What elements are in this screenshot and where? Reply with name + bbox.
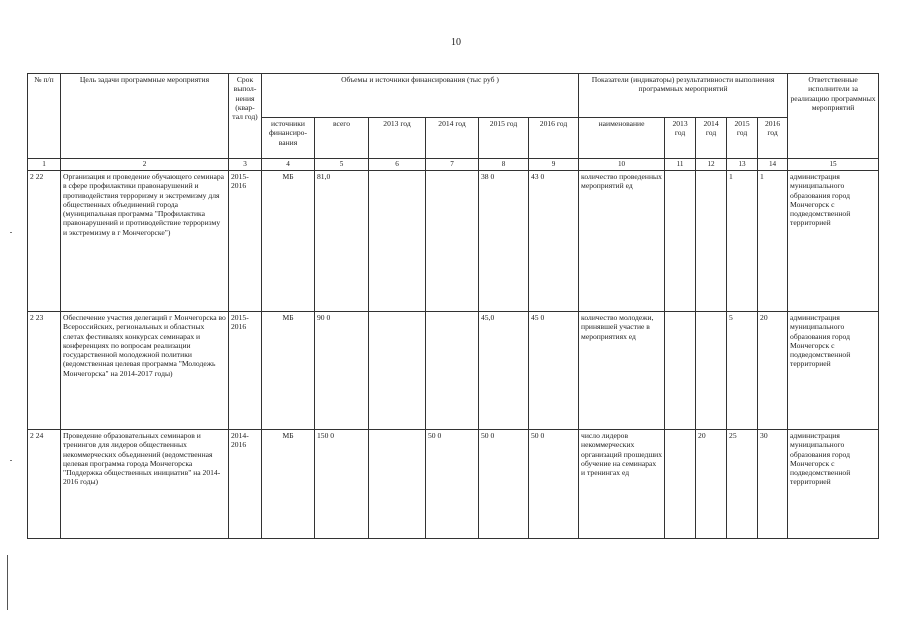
- row-source: МБ: [262, 312, 315, 430]
- col-number: 2: [61, 159, 229, 171]
- header-ind-2014: 2014 год: [696, 118, 727, 159]
- row-goal: Организация и проведение обучающего семинара в сфере профилактики правонарушений и противодействия терроризму и экстремизму для общественных объединений города (муниципальная программа "Профилактика правонарушений и противодействие терроризму и экстремизму в г Мончегорске"): [61, 171, 229, 312]
- row-responsible: администрация муниципального образования город Мончегорск с подведомственной территорией: [788, 171, 879, 312]
- page-number: 10: [451, 37, 461, 48]
- row-total: 81,0: [315, 171, 369, 312]
- row-2015: 50 0: [479, 430, 529, 539]
- col-number: 12: [696, 159, 727, 171]
- col-number: 5: [315, 159, 369, 171]
- row-ind-2015: 1: [727, 171, 758, 312]
- header-responsible: Ответственные исполнители за реализацию программных мероприятий: [788, 74, 879, 159]
- header-2016: 2016 год: [529, 118, 579, 159]
- row-2015: 45,0: [479, 312, 529, 430]
- row-ind-2016: 30: [758, 430, 788, 539]
- header-2013: 2013 год: [369, 118, 426, 159]
- row-2016: 50 0: [529, 430, 579, 539]
- header-term: Срок выпол-нения (квар-тал год): [229, 74, 262, 159]
- header-2014: 2014 год: [426, 118, 479, 159]
- col-number: 8: [479, 159, 529, 171]
- row-2013: [369, 171, 426, 312]
- row-ind-2013: [665, 312, 696, 430]
- col-number: 13: [727, 159, 758, 171]
- row-ind-2016: 1: [758, 171, 788, 312]
- header-sources: источники финансиро-вания: [262, 118, 315, 159]
- column-number-row: [28, 159, 879, 171]
- row-goal: Обеспечение участия делегаций г Мончегорска во Всероссийских, региональных и областных слетах фестивалях конкурсах семинарах и конференциях по вопросам реализации государственной молодежной политики (ведомственная целевая программа "Молодежь Мончегорска" на 2014-2017 годы): [61, 312, 229, 430]
- row-indicator: количество проведенных мероприятий ед: [579, 171, 665, 312]
- row-num: 2 23: [28, 312, 61, 430]
- col-number: 9: [529, 159, 579, 171]
- row-ind-2016: 20: [758, 312, 788, 430]
- row-term: 2014-2016: [229, 430, 262, 539]
- row-ind-2014: [696, 312, 727, 430]
- row-total: 150 0: [315, 430, 369, 539]
- table-row: [28, 430, 879, 539]
- row-num: 2 24: [28, 430, 61, 539]
- table-row: [28, 312, 879, 430]
- row-2013: [369, 312, 426, 430]
- row-2016: 43 0: [529, 171, 579, 312]
- row-goal: Проведение образовательных семинаров и тренингов для лидеров общественных некоммерческих объединений (ведомственная целевая программа города Мончегорска "Поддержка общественных инициатив" на 2014-2016 годы): [61, 430, 229, 539]
- row-ind-2015: 25: [727, 430, 758, 539]
- header-ind-2016: 2016 год: [758, 118, 788, 159]
- col-number: 4: [262, 159, 315, 171]
- row-responsible: администрация муниципального образования город Мончегорск с подведомственной территорией: [788, 430, 879, 539]
- row-ind-2015: 5: [727, 312, 758, 430]
- header-goal: Цель задачи программные мероприятия: [61, 74, 229, 159]
- row-2014: 50 0: [426, 430, 479, 539]
- margin-tick: [10, 460, 12, 461]
- margin-line: [7, 555, 8, 610]
- row-ind-2013: [665, 430, 696, 539]
- header-2015: 2015 год: [479, 118, 529, 159]
- row-ind-2014: [696, 171, 727, 312]
- col-number: 11: [665, 159, 696, 171]
- header-indicator-name: наименование: [579, 118, 665, 159]
- program-table: [27, 73, 879, 539]
- header-ind-2013: 2013 год: [665, 118, 696, 159]
- row-ind-2014: 20: [696, 430, 727, 539]
- header-num: № п/п: [28, 74, 61, 159]
- col-number: 10: [579, 159, 665, 171]
- col-number: 1: [28, 159, 61, 171]
- col-number: 15: [788, 159, 879, 171]
- row-2014: [426, 312, 479, 430]
- col-number: 7: [426, 159, 479, 171]
- row-2014: [426, 171, 479, 312]
- header-funding: Объемы и источники финансирования (тыс руб ): [262, 74, 579, 118]
- row-2015: 38 0: [479, 171, 529, 312]
- row-indicator: число лидеров некоммерческих организаций прошедших обучение на семинарах и тренингах ед: [579, 430, 665, 539]
- header-ind-2015: 2015 год: [727, 118, 758, 159]
- row-2013: [369, 430, 426, 539]
- row-indicator: количество молодежи, принявшей участие в мероприятиях ед: [579, 312, 665, 430]
- row-term: 2015-2016: [229, 171, 262, 312]
- row-source: МБ: [262, 430, 315, 539]
- col-number: 6: [369, 159, 426, 171]
- row-num: 2 22: [28, 171, 61, 312]
- header-indicators: Показатели (индикаторы) результативности выполнения программных мероприятий: [579, 74, 788, 118]
- margin-tick: [10, 232, 12, 233]
- row-2016: 45 0: [529, 312, 579, 430]
- row-total: 90 0: [315, 312, 369, 430]
- row-ind-2013: [665, 171, 696, 312]
- row-source: МБ: [262, 171, 315, 312]
- col-number: 14: [758, 159, 788, 171]
- table-row: [28, 171, 879, 312]
- header-total: всего: [315, 118, 369, 159]
- row-responsible: администрация муниципального образования город Мончегорск с подведомственной территорией: [788, 312, 879, 430]
- col-number: 3: [229, 159, 262, 171]
- row-term: 2015-2016: [229, 312, 262, 430]
